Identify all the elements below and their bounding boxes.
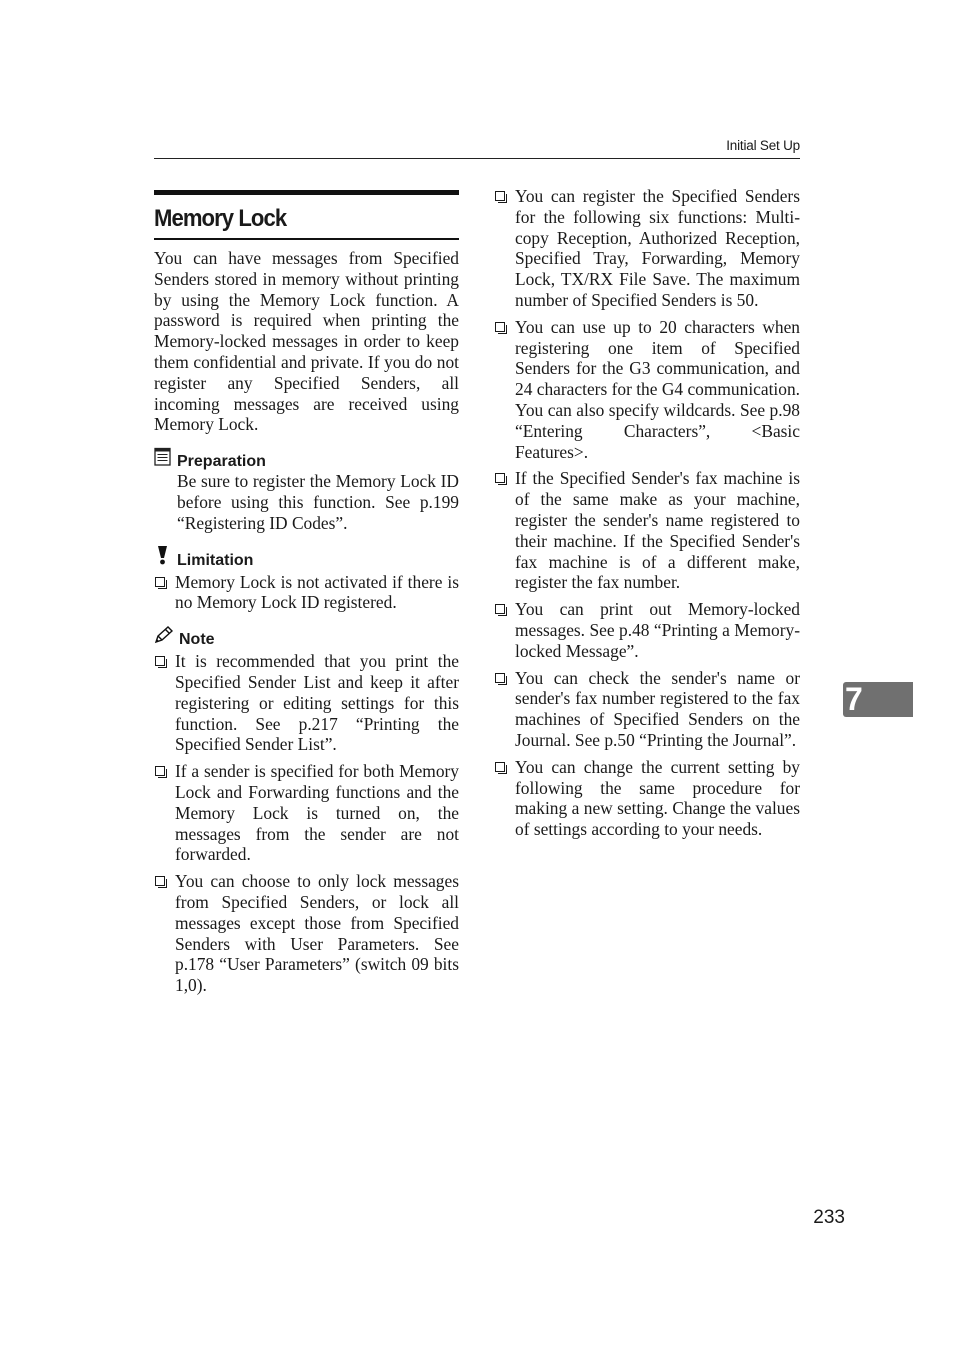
left-column <box>154 190 459 996</box>
right-column <box>494 186 800 840</box>
section-title: Memory Lock <box>154 205 287 232</box>
section-title-rule <box>154 238 459 240</box>
right-list-item: You can register the Specified Senders for the following six functions: Multi-copy Reception, Authorized Reception, Specified Tray, Forwarding, Memory Lock, TX/RX File Save. The maximum number of Specified Senders is 50. <box>494 186 800 311</box>
note-heading <box>154 627 459 649</box>
preparation-heading <box>154 449 459 471</box>
checkbox-icon <box>495 473 505 483</box>
checkbox-icon <box>155 577 165 587</box>
limitation-label: Limitation <box>177 551 254 569</box>
note-label: Note <box>179 631 215 649</box>
checkbox-icon <box>495 322 505 332</box>
right-list-item: You can print out Memory-locked messages. See p.48 “Printing a Memory-locked Message”. <box>494 599 800 661</box>
pencil-icon <box>154 626 173 649</box>
checkbox-icon <box>495 191 505 201</box>
chapter-tab: 7 <box>843 682 913 717</box>
header-rule <box>154 158 800 159</box>
checkbox-icon <box>495 762 505 772</box>
preparation-label: Preparation <box>177 453 266 471</box>
section-intro: You can have messages from Specified Senders stored in memory without printing by using the Memory Lock function. A password is required when printing the Memory-locked messages in order to keep them confidential and private. If you do not register any Specified Senders, all incoming messages are received using Memory Lock. <box>154 248 459 435</box>
preparation-text: Be sure to register the Memory Lock ID before using this function. See p.199 “Registering ID Codes”. <box>177 471 459 533</box>
right-list-item: If the Specified Sender's fax machine is of the same make as your machine, register the sender's name registered to their machine. If the Specified Sender's fax machine is of a different make, register the fax number. <box>494 468 800 593</box>
checkbox-icon <box>495 673 505 683</box>
note-item: It is recommended that you print the Specified Sender List and keep it after registering or editing settings for this function. See p.217 “Printing the Specified Sender List”. <box>154 651 459 755</box>
running-header: Initial Set Up <box>726 138 800 153</box>
right-list-item: You can use up to 20 characters when registering one item of Specified Senders for the G3 communication, and 24 characters for the G4 communication. You can also specify wildcards. See p.98 “Entering Characters”, <Basic Features>. <box>494 317 800 463</box>
checkbox-icon <box>495 604 505 614</box>
right-list-item: You can change the current setting by following the same procedure for making a new setting. Change the values of settings according to your needs. <box>494 757 800 840</box>
right-list-item: You can check the sender's name or sender's fax number registered to the fax machines of Specified Senders on the Journal. See p.50 “Printing the Journal”. <box>494 668 800 751</box>
checkbox-icon <box>155 876 165 886</box>
limitation-heading <box>154 548 459 570</box>
checkbox-icon <box>155 766 165 776</box>
note-item: If a sender is specified for both Memory Lock and Forwarding functions and the Memory Lock is turned on, the messages from the sender are not forwarded. <box>154 761 459 865</box>
limitation-item: Memory Lock is not activated if there is no Memory Lock ID registered. <box>154 572 459 614</box>
exclamation-icon <box>154 545 171 570</box>
note-item: You can choose to only lock messages from Specified Senders, or lock all messages except those from Specified Senders with User Parameters. See p.178 “User Parameters” (switch 09 bits 1,0). <box>154 871 459 996</box>
page-number: 233 <box>813 1207 845 1228</box>
notepad-icon <box>154 447 171 471</box>
checkbox-icon <box>155 656 165 666</box>
